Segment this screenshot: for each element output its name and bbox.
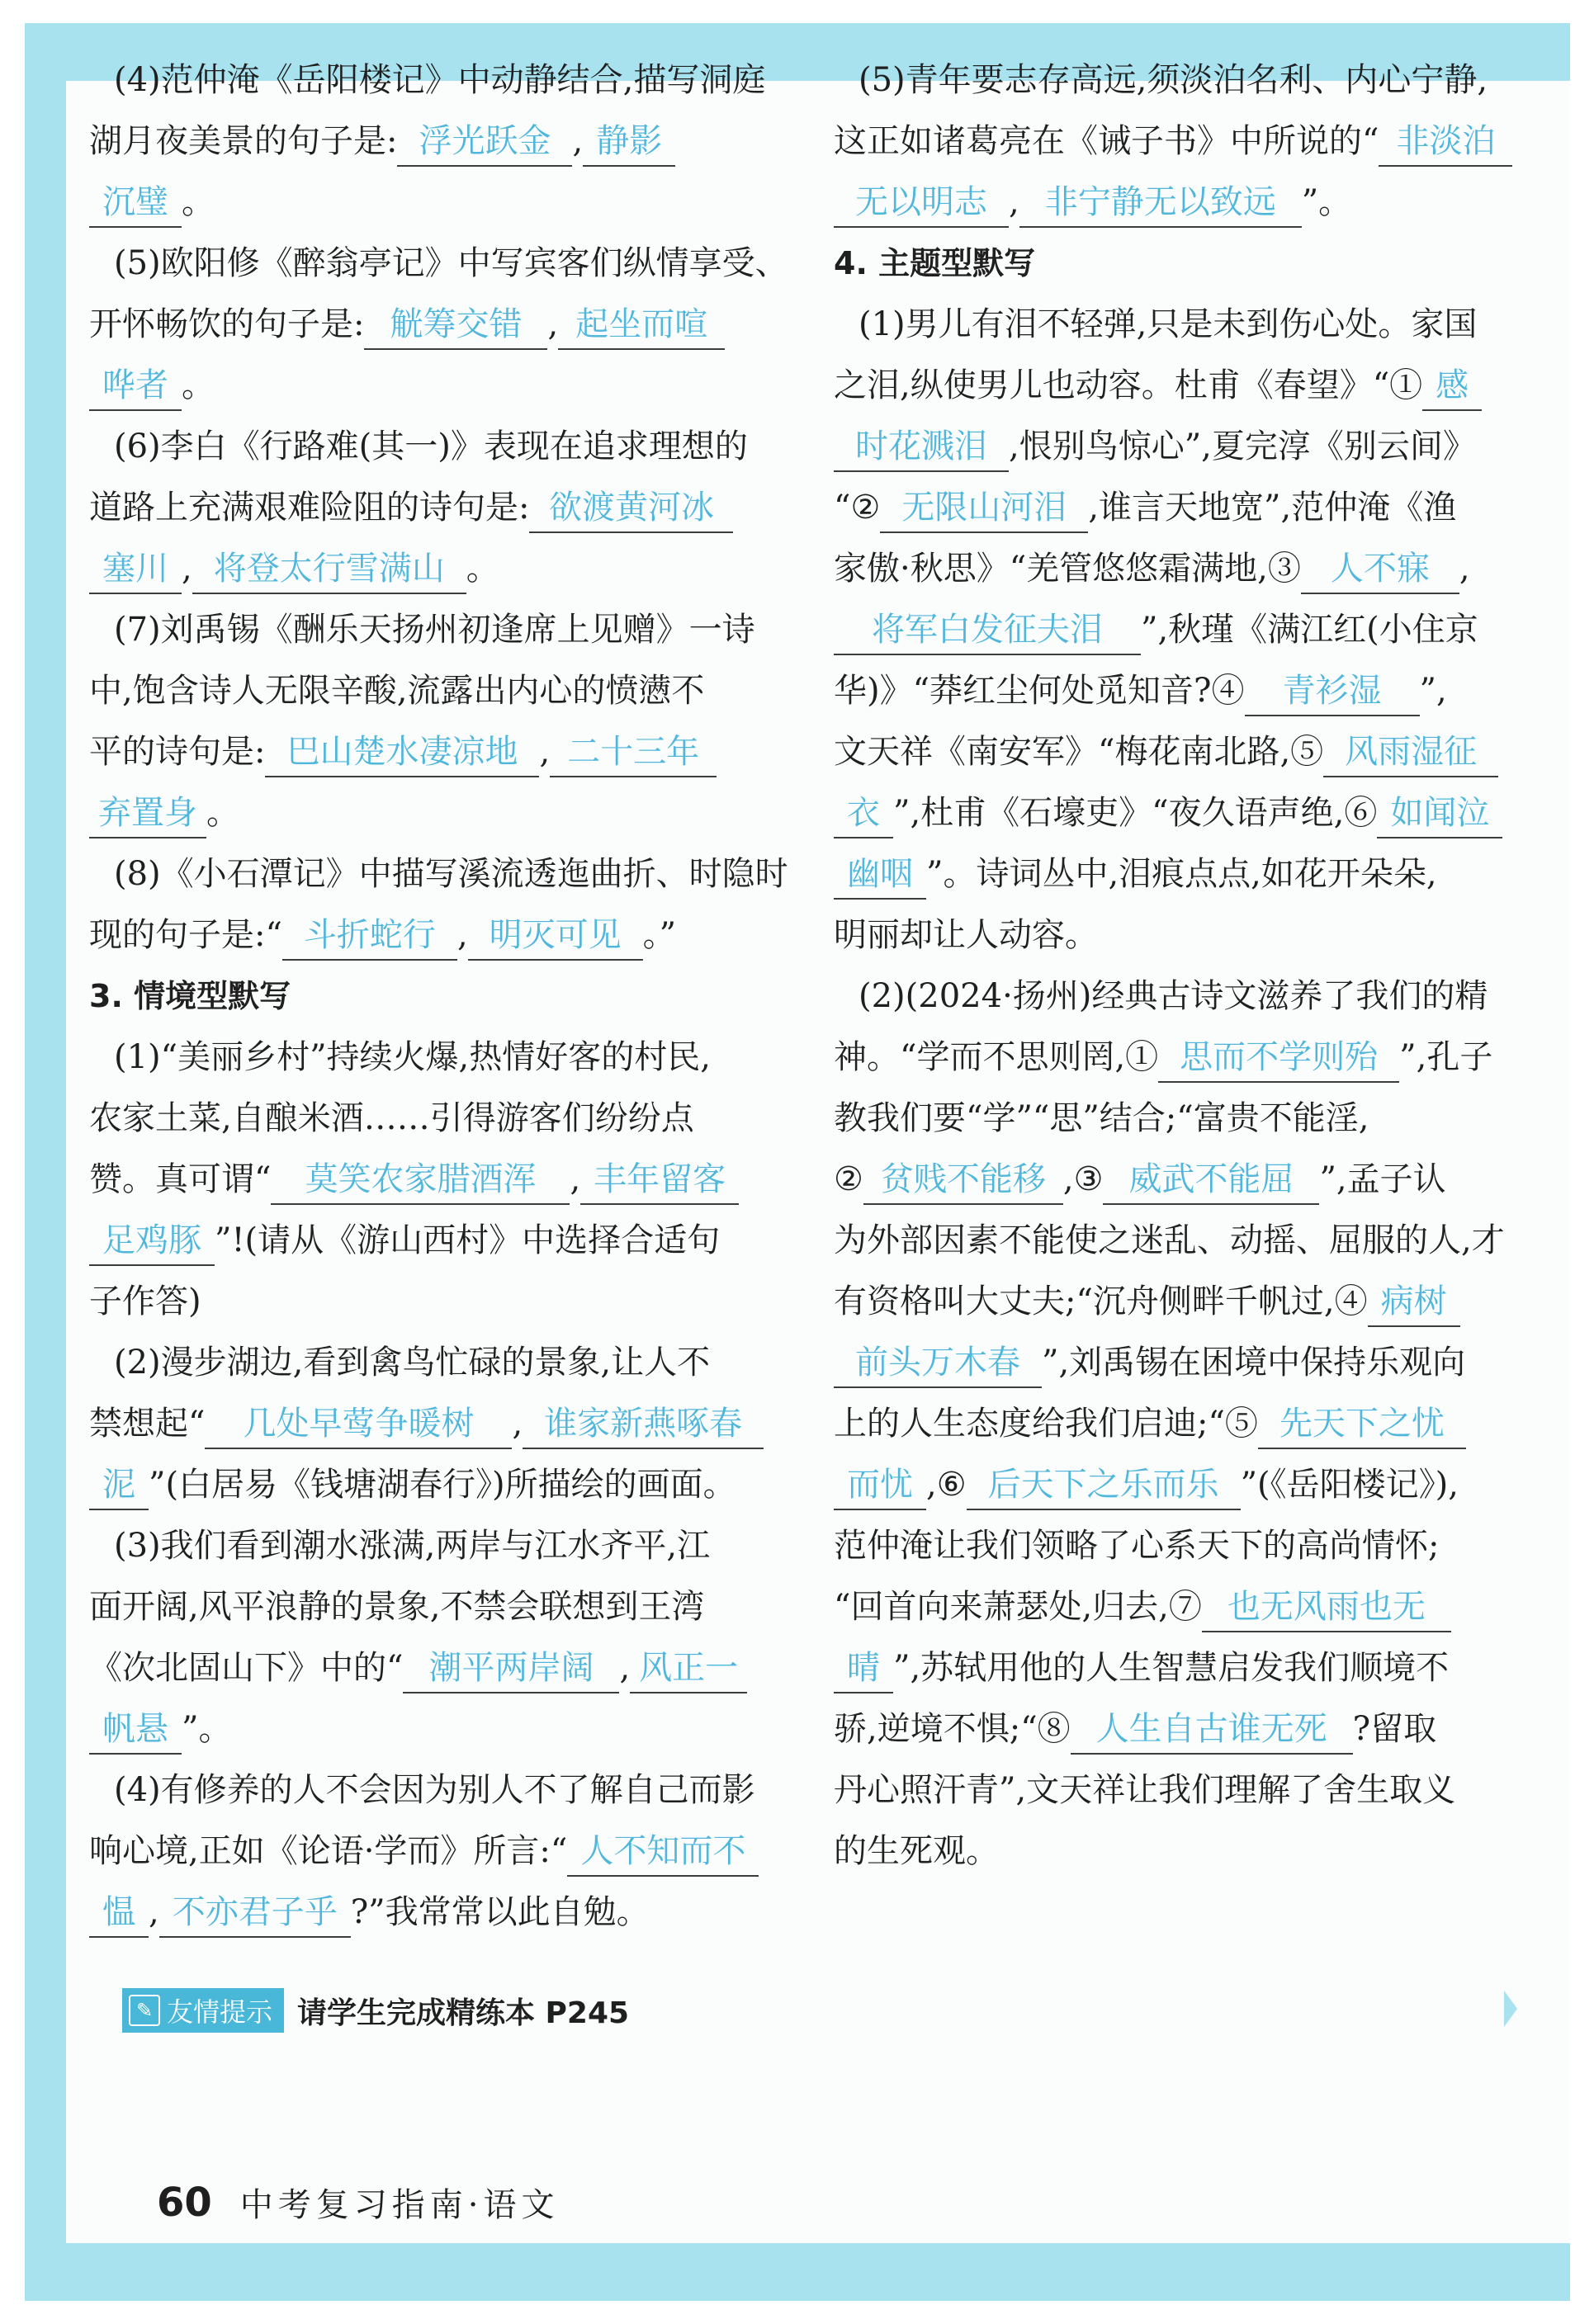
answer-blank: 潮平两岸阔 (403, 1644, 619, 1693)
answer-blank: 丰年留客 (580, 1155, 739, 1205)
answer-blank: 贫贱不能移 (863, 1155, 1063, 1205)
text-run: 。 (466, 550, 499, 588)
text-run: 道路上充满艰难险阻的诗句是: (89, 489, 530, 527)
answer-blank: 几处早莺争暖树 (205, 1400, 512, 1449)
text-run: 。 (182, 366, 215, 404)
text-line (89, 843, 795, 905)
answer-blank: 后天下之乐而乐 (967, 1461, 1241, 1510)
text-line (89, 416, 795, 477)
text-run: 面开阔,风平浪静的景象,不禁会联想到王湾 (89, 1588, 705, 1626)
answer-blank: 人生自古谁无死 (1071, 1705, 1353, 1755)
text-line (834, 1454, 1537, 1515)
text-line (89, 1821, 795, 1882)
text-line (834, 843, 1537, 905)
text-run: ,恨别鸟惊心”,夏完淳《别云间》 (1009, 427, 1476, 465)
answer-blank: 将登太行雪满山 (192, 545, 466, 594)
text-line (89, 355, 795, 416)
answer-blank: 也无风雨也无 (1202, 1583, 1451, 1632)
answer-blank: 明灭可见 (468, 911, 643, 961)
answer-blank: 沉璧 (89, 178, 182, 228)
text-run: “回首向来萧瑟处,归去,⑦ (834, 1588, 1202, 1626)
text-line (834, 966, 1537, 1027)
text-run: ,③ (1062, 1160, 1104, 1198)
text-run: , (572, 122, 584, 160)
text-run: 《次北固山下》中的“ (89, 1649, 404, 1687)
text-run: (5)欧阳修《醉翁亭记》中写宾客们纵情享受、 (114, 244, 788, 282)
answer-blank: 塞川 (89, 545, 182, 594)
text-run: 湖月夜美景的句子是: (89, 122, 398, 160)
page-footer (157, 2179, 560, 2226)
text-run: 开怀畅饮的句子是: (89, 305, 365, 343)
text-run: 为外部因素不能使之迷乱、动摇、屈服的人,才 (834, 1221, 1505, 1259)
text-run: (2)漫步湖边,看到禽鸟忙碌的景象,让人不 (114, 1344, 711, 1382)
answer-blank: 风正一 (630, 1644, 747, 1693)
answer-blank: 非宁静无以致远 (1019, 178, 1302, 228)
text-line (834, 1515, 1537, 1576)
text-line (834, 111, 1537, 172)
answer-blank: 欲渡黄河冰 (529, 484, 733, 533)
text-run: 华)》“莽红尘何处觅知音?④ (834, 672, 1245, 710)
answer-blank: 衣 (834, 789, 893, 838)
section-heading: 3. 情境型默写 (89, 978, 291, 1014)
answer-blank: 如闻泣 (1377, 789, 1502, 838)
answer-blank: 感 (1422, 361, 1482, 411)
text-run: , (539, 733, 551, 771)
answer-blank: 弃置身 (89, 789, 206, 838)
text-run: 的生死观。 (834, 1832, 999, 1870)
text-line (834, 599, 1537, 660)
text-line (834, 1576, 1537, 1637)
edit-note-icon: ✎ (129, 1995, 160, 2026)
text-run: ”,秋瑾《满江红(小住京 (1141, 611, 1478, 649)
text-line (834, 1027, 1537, 1088)
text-run: ”(《岳阳楼记》), (1240, 1466, 1459, 1504)
text-run: (4)有修养的人不会因为别人不了解自己而影 (114, 1771, 755, 1809)
text-line (89, 721, 795, 782)
answer-blank: 无限山河泪 (880, 484, 1088, 533)
text-run: ,谁言天地宽”,范仲淹《渔 (1088, 489, 1457, 527)
text-line (834, 172, 1537, 233)
text-line (89, 660, 795, 721)
answer-blank: 威武不能屈 (1103, 1155, 1319, 1205)
text-line (89, 1637, 795, 1698)
answer-blank: 浮光跃金 (397, 117, 572, 167)
text-run: 响心境,正如《论语·学而》所言:“ (89, 1832, 568, 1870)
text-run: , (182, 550, 192, 588)
text-line (89, 1027, 795, 1088)
page-frame-left (25, 23, 66, 2301)
answer-blank: 非淡泊 (1379, 117, 1512, 167)
text-line (834, 1210, 1537, 1271)
answer-blank: 青衫湿 (1245, 667, 1420, 716)
text-run: , (149, 1893, 159, 1931)
text-line (834, 1271, 1537, 1332)
text-line (89, 599, 795, 660)
text-run: ”,孔子 (1399, 1038, 1493, 1076)
text-run: 禁想起“ (89, 1405, 206, 1443)
text-line (89, 1760, 795, 1821)
answer-blank: 风雨湿征 (1323, 728, 1498, 777)
answer-blank: 幽咽 (834, 850, 926, 900)
answer-blank: 斗折蛇行 (282, 911, 457, 961)
text-run: 中,饱含诗人无限辛酸,流露出内心的愤懑不 (89, 672, 705, 710)
text-line (89, 50, 795, 111)
text-line (834, 294, 1537, 355)
text-line (834, 538, 1537, 599)
text-line (834, 1698, 1537, 1760)
text-run: ”, (1419, 672, 1447, 710)
text-run: (1)“美丽乡村”持续火爆,热情好客的村民, (114, 1038, 711, 1076)
answer-blank: 觥筹交错 (364, 300, 547, 350)
text-run: , (1459, 550, 1470, 588)
text-run: (7)刘禹锡《酬乐天扬州初逢席上见赠》一诗 (114, 611, 755, 649)
text-line (89, 1271, 795, 1332)
text-run: 。 (206, 794, 239, 832)
text-line (834, 1088, 1537, 1149)
text-line (89, 1454, 795, 1515)
text-run: ”,苏轼用他的人生智慧启发我们顺境不 (893, 1649, 1450, 1687)
text-run: , (570, 1160, 581, 1198)
text-run: ”,孟子认 (1319, 1160, 1446, 1198)
answer-blank: 晴 (834, 1644, 893, 1693)
text-run: (6)李白《行路难(其一)》表现在追求理想的 (114, 427, 748, 465)
text-run: (8)《小石潭记》中描写溪流透迤曲折、时隐时 (114, 855, 788, 893)
text-run: (3)我们看到潮水涨满,两岸与江水齐平,江 (114, 1527, 711, 1565)
text-line (834, 416, 1537, 477)
text-run: 子作答) (89, 1282, 201, 1320)
friendly-tip (122, 1989, 629, 2032)
text-line (834, 721, 1537, 782)
text-line (89, 1088, 795, 1149)
text-line (834, 660, 1537, 721)
answer-blank: 不亦君子乎 (159, 1888, 351, 1938)
page-arrow-icon (1504, 1991, 1517, 2027)
text-run: 平的诗句是: (89, 733, 266, 771)
text-run: , (619, 1649, 631, 1687)
text-run: ”(白居易《钱塘湖春行》)所描绘的画面。 (149, 1466, 736, 1504)
tip-badge (122, 1988, 284, 2033)
answer-blank: 二十三年 (550, 728, 717, 777)
text-run: , (456, 916, 468, 954)
text-line (89, 538, 795, 599)
text-run: 神。“学而不思则罔,① (834, 1038, 1159, 1076)
text-line (834, 905, 1537, 966)
text-line (89, 1515, 795, 1576)
text-line (89, 1698, 795, 1760)
answer-blank: 巴山楚水凄凉地 (265, 728, 539, 777)
text-line (834, 477, 1537, 538)
text-run: 教我们要“学”“思”结合;“富贵不能淫, (834, 1099, 1369, 1137)
book-title: 中考复习指南·语文 (239, 2186, 560, 2224)
answer-blank: 足鸡豚 (89, 1216, 215, 1266)
text-run: 上的人生态度给我们启迪;“⑤ (834, 1405, 1258, 1443)
text-line (834, 50, 1537, 111)
text-run: ”,刘禹锡在困境中保持乐观向 (1042, 1344, 1466, 1382)
text-run: ”。 (182, 1710, 232, 1748)
answer-blank: 思而不学则殆 (1158, 1033, 1399, 1083)
text-line (834, 355, 1537, 416)
tip-badge-label: 友情提示 (167, 1996, 273, 2028)
text-line (834, 1760, 1537, 1821)
left-column (89, 50, 795, 1943)
text-run: , (1009, 183, 1019, 221)
page-number: 60 (157, 2180, 212, 2226)
text-line (834, 1332, 1537, 1393)
text-run: 文天祥《南安军》“梅花南北路,⑤ (834, 733, 1324, 771)
text-run: 农家土菜,自酿米酒……引得游客们纷纷点 (89, 1099, 694, 1137)
answer-blank: 静影 (583, 117, 675, 167)
text-run: ?”我常常以此自勉。 (350, 1893, 650, 1931)
answer-blank: 时花溅泪 (834, 423, 1009, 472)
text-run: 家傲·秋思》“羌管悠悠霜满地,③ (834, 550, 1301, 588)
text-line (89, 172, 795, 233)
text-run: (5)青年要志存高远,须淡泊名利、内心宁静, (858, 61, 1488, 99)
text-run: 赞。真可谓“ (89, 1160, 272, 1198)
answer-blank: 无以明志 (834, 178, 1009, 228)
text-line (89, 294, 795, 355)
answer-blank: 泥 (89, 1461, 149, 1510)
text-line (834, 782, 1537, 843)
text-run: 。 (182, 183, 215, 221)
text-line (89, 782, 795, 843)
text-line (89, 1393, 795, 1454)
answer-blank: 哗者 (89, 361, 182, 411)
text-run: ,⑥ (926, 1466, 967, 1504)
answer-blank: 而忧 (834, 1461, 926, 1510)
text-run: 现的句子是:“ (89, 916, 282, 954)
text-run: 这正如诸葛亮在《诫子书》中所说的“ (834, 122, 1379, 160)
answer-blank: 起坐而喧 (558, 300, 725, 350)
answer-blank: 前头万木春 (834, 1339, 1042, 1388)
text-line (89, 1576, 795, 1637)
text-run: ?留取 (1352, 1710, 1437, 1748)
text-run: 丹心照汗青”,文天祥让我们理解了舍生取义 (834, 1771, 1456, 1809)
text-run: (4)范仲淹《岳阳楼记》中动静结合,描写洞庭 (114, 61, 766, 99)
text-run: (2)(2024·扬州)经典古诗文滋养了我们的精 (858, 977, 1488, 1015)
text-run: ”。诗词丛中,泪痕点点,如花开朵朵, (926, 855, 1437, 893)
text-line (89, 477, 795, 538)
answer-blank: 人不知而不 (567, 1827, 759, 1877)
answer-blank: 帆悬 (89, 1705, 182, 1755)
text-line (89, 1149, 795, 1210)
page-frame-bottom (25, 2243, 1570, 2301)
answer-blank: 谁家新燕啄春 (523, 1400, 764, 1449)
text-line (834, 1637, 1537, 1698)
text-run: ”,杜甫《石壕吏》“夜久语声绝,⑥ (893, 794, 1378, 832)
text-run: (1)男儿有泪不轻弹,只是未到伤心处。家国 (858, 305, 1478, 343)
text-run: ”!(请从《游山西村》中选择合适句 (215, 1221, 721, 1259)
text-run: 之泪,纵使男儿也动容。杜甫《春望》“① (834, 366, 1423, 404)
right-column (834, 50, 1537, 1882)
text-run: ② (834, 1160, 863, 1198)
text-line (89, 111, 795, 172)
text-run: , (547, 305, 559, 343)
answer-blank: 人不寐 (1301, 545, 1459, 594)
section-heading: 4. 主题型默写 (834, 245, 1036, 281)
text-line (834, 1393, 1537, 1454)
text-line (89, 1882, 795, 1943)
text-run: , (512, 1405, 523, 1443)
text-line (89, 1210, 795, 1271)
answer-blank: 莫笑农家腊酒浑 (271, 1155, 570, 1205)
text-run: 。” (642, 916, 677, 954)
answer-blank: 愠 (89, 1888, 149, 1938)
text-run: ”。 (1301, 183, 1352, 221)
text-line (89, 233, 795, 294)
text-line (89, 1332, 795, 1393)
text-run: 范仲淹让我们领略了心系天下的高尚情怀; (834, 1527, 1440, 1565)
text-line (89, 905, 795, 966)
text-run: “② (834, 489, 881, 527)
text-line (834, 1149, 1537, 1210)
answer-blank: 先天下之忧 (1258, 1400, 1466, 1449)
text-run: 有资格叫大丈夫;“沉舟侧畔千帆过,④ (834, 1282, 1368, 1320)
answer-blank: 病树 (1368, 1278, 1460, 1327)
text-run: 骄,逆境不惧;“⑧ (834, 1710, 1071, 1748)
tip-text: 请学生完成精练本 P245 (297, 1996, 630, 2030)
answer-blank: 将军白发征夫泪 (834, 606, 1141, 655)
text-run: 明丽却让人动容。 (834, 916, 1098, 954)
text-line (834, 1821, 1537, 1882)
